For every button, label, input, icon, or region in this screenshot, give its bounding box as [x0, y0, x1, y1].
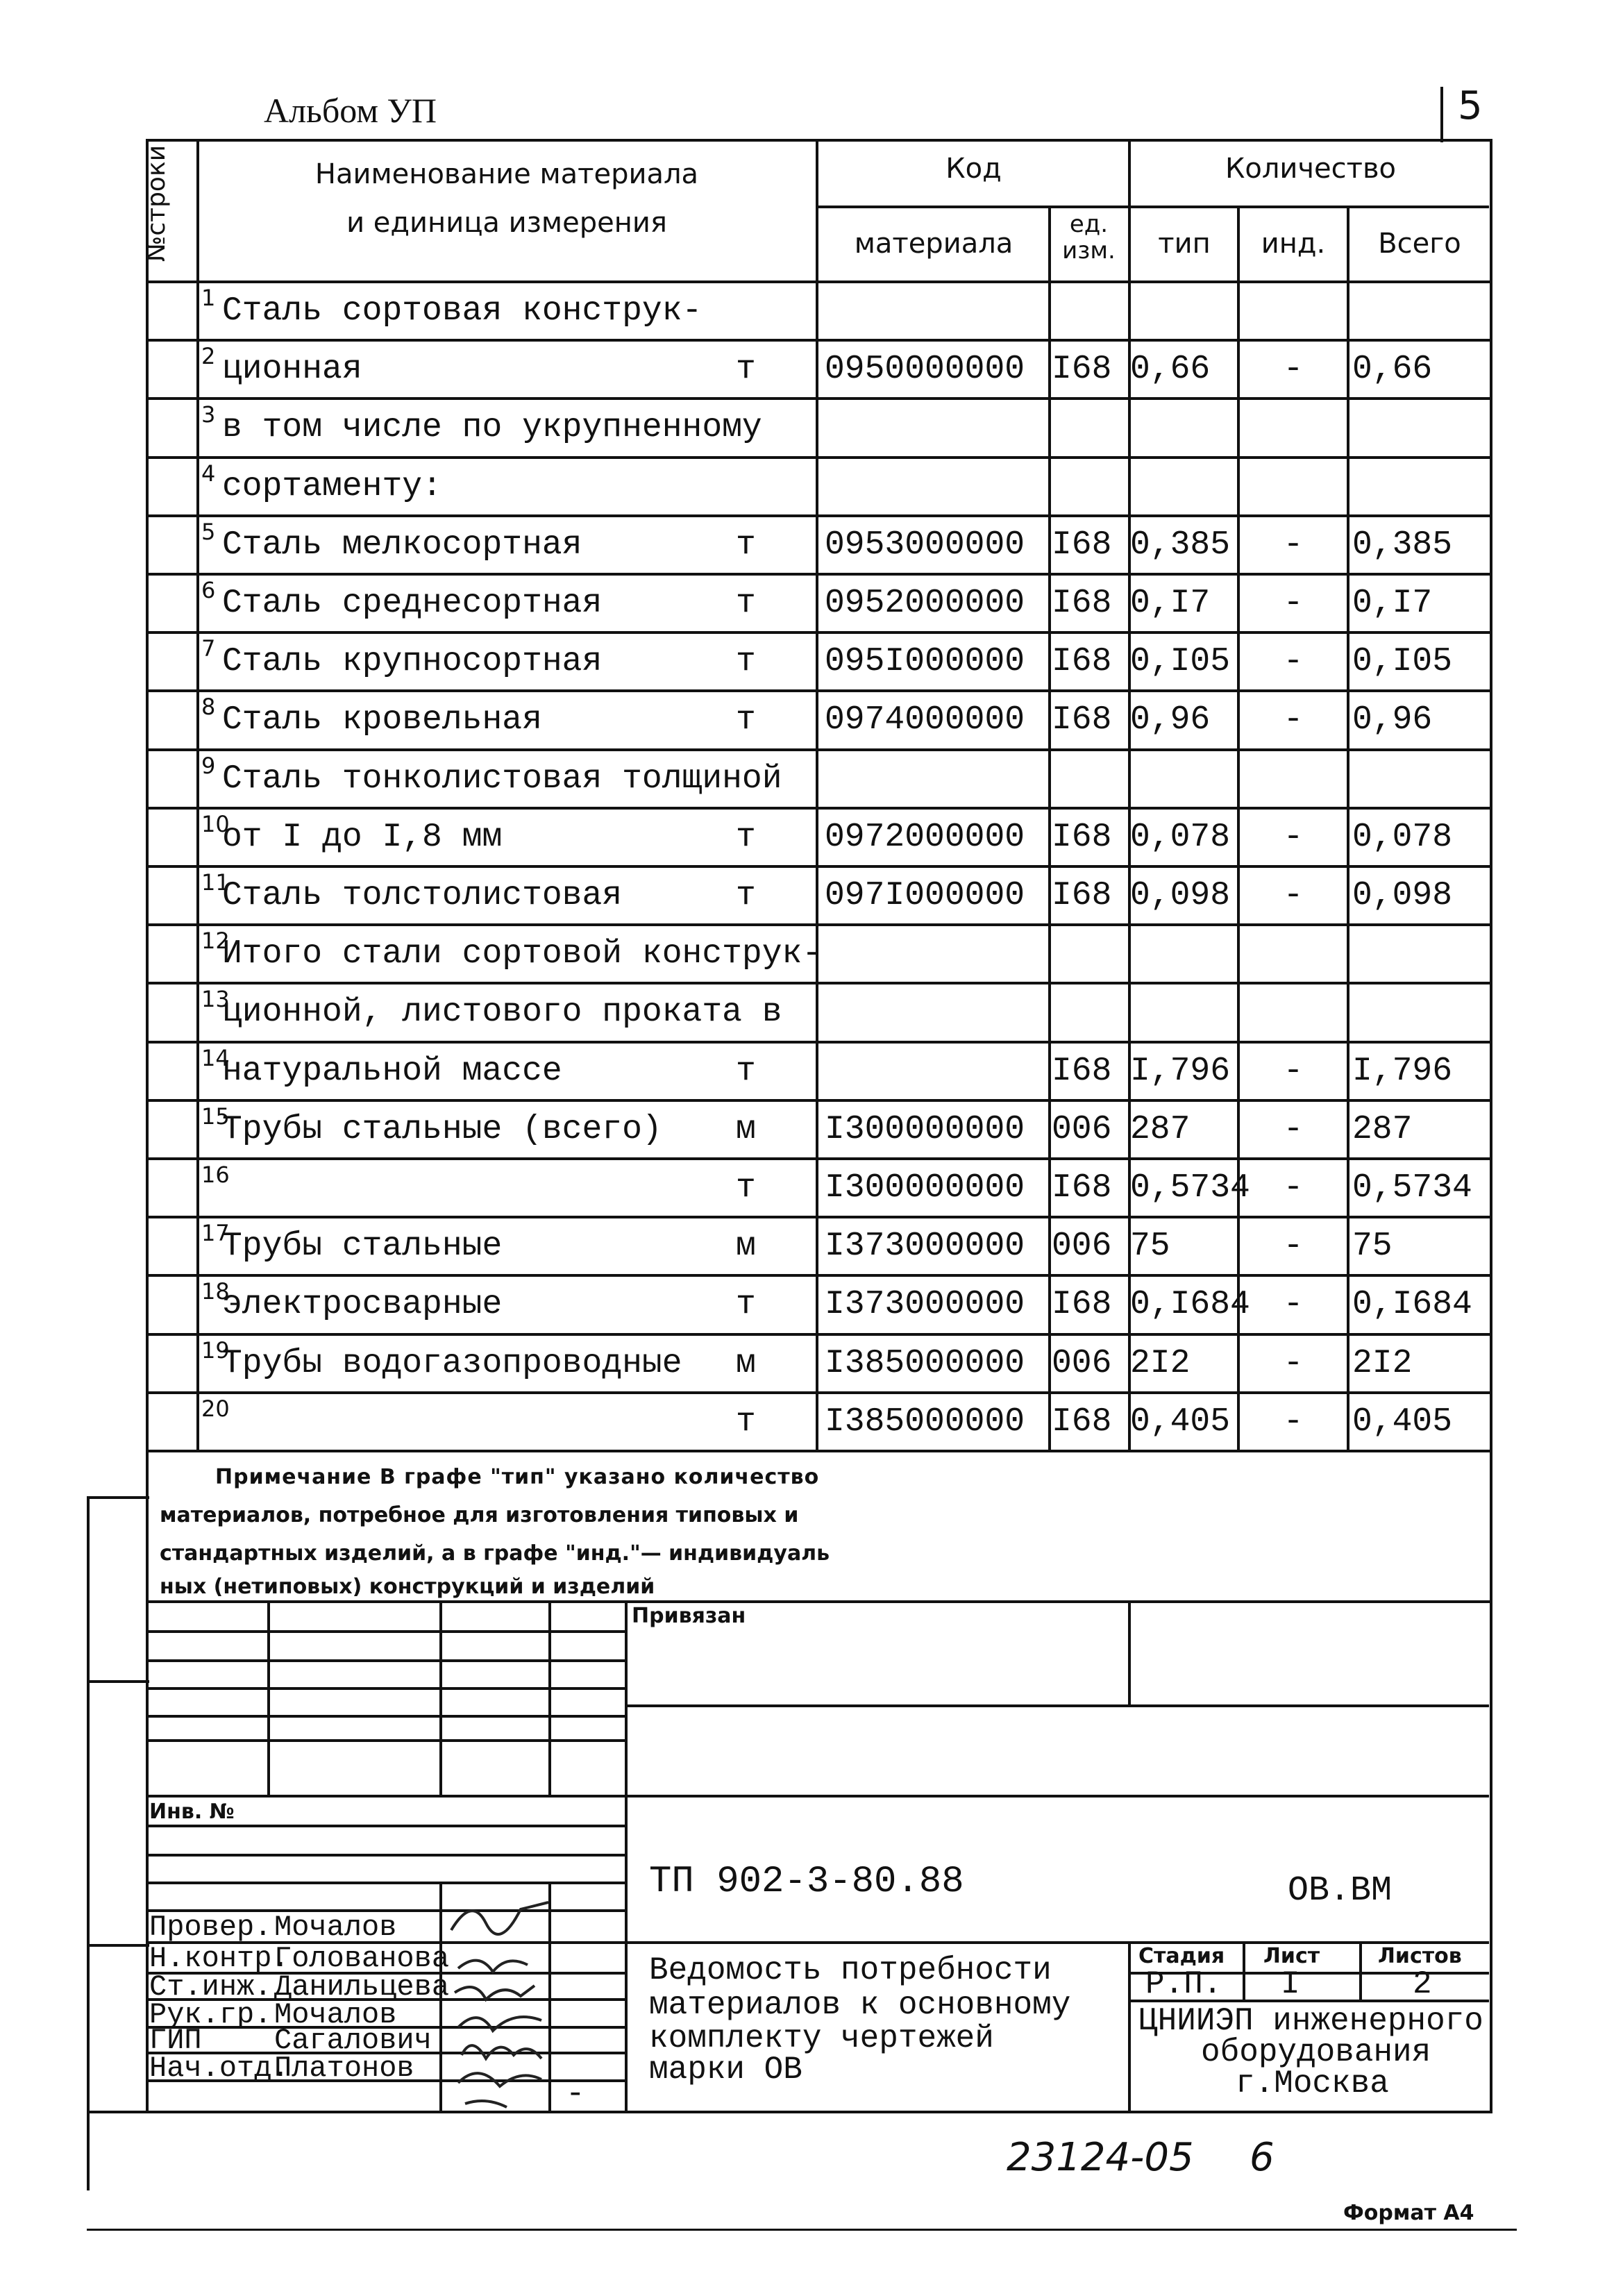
- stage-value: Р.П.: [1145, 1966, 1222, 2002]
- table-cell-name: в том числе по укрупненному: [222, 409, 762, 447]
- table-cell-name: Трубы стальные (всего): [222, 1110, 662, 1148]
- signature-name: Платонов: [274, 2052, 414, 2085]
- table-cell-code: 0974000000: [825, 701, 1025, 739]
- table-cell-typ: 2I2: [1130, 1344, 1191, 1382]
- table-cell-ind: -: [1283, 877, 1304, 914]
- table-cell-total: 0,I05: [1352, 643, 1453, 681]
- table-cell-no: 16: [201, 1162, 230, 1188]
- table-cell-ucode: I68: [1052, 1052, 1112, 1090]
- col-header-row-no: №строки: [142, 144, 171, 262]
- col-header-code-material: материала: [854, 228, 1014, 260]
- page-number: 5: [1458, 83, 1483, 128]
- col-header-quantity: Количество: [1225, 153, 1396, 185]
- col-header-name-line1: Наименование материала: [314, 158, 699, 190]
- table-cell-typ: 0,I05: [1130, 643, 1231, 681]
- signature-name: Данильцева: [274, 1970, 450, 2004]
- table-cell-unit: м: [736, 1227, 756, 1266]
- table-cell-no: 9: [201, 752, 216, 779]
- col-header-name-line2: и единица измерения: [346, 207, 667, 239]
- table-cell-unit: т: [736, 1169, 756, 1207]
- table-cell-code: 095I000000: [825, 643, 1025, 681]
- table-cell-no: 18: [201, 1278, 230, 1305]
- table-cell-code: I385000000: [825, 1344, 1025, 1382]
- table-cell-typ: 0,I7: [1130, 585, 1211, 622]
- doc-title-line3: комплекту чертежей: [649, 2020, 994, 2056]
- table-cell-code: I300000000: [825, 1110, 1025, 1148]
- table-cell-no: 12: [201, 928, 230, 955]
- table-cell-ind: -: [1283, 585, 1304, 622]
- row-divider: [146, 1450, 1492, 1452]
- table-cell-ucode: I68: [1052, 526, 1112, 564]
- signature-role: Н.контр.: [149, 1942, 289, 1975]
- table-cell-typ: I,796: [1130, 1052, 1231, 1090]
- table-cell-no: 7: [201, 635, 216, 662]
- table-cell-ucode: I68: [1052, 701, 1112, 739]
- table-cell-name: Сталь крупносортная: [222, 643, 603, 681]
- table-cell-code: I385000000: [825, 1402, 1025, 1441]
- table-cell-name: Сталь кровельная: [222, 701, 542, 739]
- table-cell-ucode: I68: [1052, 351, 1112, 389]
- col-header-qty-total: Всего: [1378, 228, 1461, 260]
- table-cell-name: Сталь среднесортная: [222, 585, 603, 622]
- table-cell-no: 19: [201, 1336, 230, 1364]
- table-cell-unit: т: [736, 1052, 756, 1090]
- table-cell-no: 2: [201, 343, 216, 370]
- table-cell-no: 13: [201, 986, 230, 1013]
- table-cell-ucode: I68: [1052, 877, 1112, 914]
- col-header-code: Код: [945, 153, 1002, 185]
- sheets-value: 2: [1413, 1966, 1432, 2002]
- table-cell-total: 0,66: [1352, 351, 1433, 389]
- signature-name: Мочалов: [274, 1911, 397, 1944]
- note-line-2: материалов, потребное для изготовления типовых и: [160, 1503, 799, 1527]
- note-line-3: стандартных изделий, а в графе "инд."— индивидуаль: [160, 1541, 830, 1566]
- table-cell-name: ционная: [222, 351, 362, 389]
- org-line1: ЦНИИЭП инженерного: [1138, 2003, 1483, 2039]
- table-cell-ucode: I68: [1052, 1402, 1112, 1441]
- col-header-qty-type: тип: [1158, 228, 1211, 260]
- album-title: Альбом УП: [264, 91, 437, 130]
- table-cell-ind: -: [1283, 818, 1304, 856]
- signature-scribbles: [437, 1888, 562, 2118]
- table-cell-ind: -: [1283, 643, 1304, 681]
- signature-role: Рук.гр.: [149, 1998, 272, 2031]
- handwritten-number: 23124-05: [1007, 2135, 1194, 2180]
- org-line2: оборудования: [1201, 2034, 1431, 2070]
- table-cell-code: I373000000: [825, 1227, 1025, 1266]
- table-cell-no: 14: [201, 1044, 230, 1071]
- signature-name: Сагалович: [274, 2024, 432, 2057]
- table-cell-total: 0,385: [1352, 526, 1453, 564]
- signature-role: Ст.инж.: [149, 1970, 272, 2004]
- table-cell-total: 0,078: [1352, 818, 1453, 856]
- table-cell-total: I,796: [1352, 1052, 1453, 1090]
- sheet-label: Лист: [1263, 1944, 1320, 1968]
- table-cell-no: 15: [201, 1103, 230, 1130]
- table-cell-ind: -: [1283, 1169, 1304, 1207]
- table-cell-ind: -: [1283, 1227, 1304, 1266]
- col-divider-unit: [1048, 206, 1051, 1450]
- table-cell-typ: 0,I684: [1130, 1286, 1250, 1324]
- col-divider-no: [196, 139, 199, 1450]
- table-cell-typ: 0,66: [1130, 351, 1211, 389]
- table-cell-total: 75: [1352, 1227, 1393, 1266]
- table-cell-unit: т: [736, 701, 756, 739]
- table-cell-total: 287: [1352, 1110, 1413, 1148]
- table-cell-ucode: 006: [1052, 1110, 1112, 1148]
- table-cell-total: 0,098: [1352, 877, 1453, 914]
- table-cell-name: натуральной массе: [222, 1052, 562, 1090]
- table-cell-typ: 0,385: [1130, 526, 1231, 564]
- table-cell-typ: 287: [1130, 1110, 1191, 1148]
- table-cell-typ: 0,098: [1130, 877, 1231, 914]
- table-cell-code: 097I000000: [825, 877, 1025, 914]
- table-cell-total: 0,405: [1352, 1402, 1453, 1441]
- format-label: Формат А4: [1343, 2201, 1474, 2225]
- table-cell-unit: т: [736, 877, 756, 914]
- doc-title-line4: марки ОВ: [649, 2052, 802, 2088]
- table-cell-unit: т: [736, 818, 756, 856]
- table-cell-name: Сталь тонколистовая толщиной: [222, 760, 782, 798]
- table-cell-no: 20: [201, 1395, 230, 1422]
- table-cell-no: 4: [201, 460, 216, 487]
- table-cell-total: 0,I684: [1352, 1286, 1472, 1324]
- doc-mark: ОВ.ВМ: [1288, 1871, 1393, 1911]
- table-cell-name: сортаменту:: [222, 467, 442, 505]
- table-cell-ucode: 006: [1052, 1344, 1112, 1382]
- table-cell-code: 0952000000: [825, 585, 1025, 622]
- table-cell-ind: -: [1283, 1402, 1304, 1441]
- table-cell-name: Сталь мелкосортная: [222, 526, 582, 564]
- table-cell-ucode: I68: [1052, 643, 1112, 681]
- table-cell-no: 10: [201, 810, 230, 837]
- table-cell-code: I300000000: [825, 1169, 1025, 1207]
- table-cell-total: 2I2: [1352, 1344, 1413, 1382]
- table-left-border: [146, 139, 149, 1451]
- table-cell-ind: -: [1283, 1344, 1304, 1382]
- handwritten-digit: 6: [1250, 2135, 1275, 2180]
- table-cell-typ: 0,5734: [1130, 1169, 1250, 1207]
- table-cell-typ: 0,96: [1130, 701, 1211, 739]
- table-cell-no: 17: [201, 1220, 230, 1247]
- table-cell-code: 0953000000: [825, 526, 1025, 564]
- table-cell-ind: -: [1283, 1286, 1304, 1324]
- table-cell-ind: -: [1283, 701, 1304, 739]
- table-cell-name: электросварные: [222, 1286, 503, 1324]
- page-number-divider: [1440, 87, 1443, 142]
- table-cell-unit: м: [736, 1344, 756, 1382]
- header-mid-line: [816, 206, 1489, 208]
- table-cell-name: Сталь сортовая конструк-: [222, 292, 703, 330]
- col-header-qty-ind: инд.: [1261, 228, 1326, 260]
- table-cell-name: Сталь толстолистовая: [222, 877, 623, 914]
- col-divider-code: [816, 139, 818, 1450]
- sheets-label: Листов: [1378, 1944, 1462, 1968]
- doc-title-line2: материалов к основному: [649, 1987, 1071, 2023]
- table-cell-name: Трубы стальные: [222, 1227, 503, 1266]
- table-cell-no: 5: [201, 518, 216, 545]
- signature-role: ГИП: [149, 2024, 202, 2057]
- inv-no-label: Инв. №: [149, 1800, 235, 1824]
- bottom-rule: [87, 2229, 1517, 2231]
- table-cell-name: Трубы водогазопроводные: [222, 1344, 682, 1382]
- table-cell-ucode: I68: [1052, 585, 1112, 622]
- table-cell-typ: 0,405: [1130, 1402, 1231, 1441]
- table-cell-unit: м: [736, 1110, 756, 1148]
- signature-name: Мочалов: [274, 1998, 397, 2031]
- table-cell-ucode: 006: [1052, 1227, 1112, 1266]
- table-cell-ucode: I68: [1052, 1286, 1112, 1324]
- table-top-border: [146, 139, 1492, 142]
- table-cell-code: 0950000000: [825, 351, 1025, 389]
- table-cell-code: 0972000000: [825, 818, 1025, 856]
- col-divider-total: [1347, 206, 1349, 1450]
- table-cell-typ: 75: [1130, 1227, 1170, 1266]
- table-right-border: [1490, 139, 1492, 1451]
- table-cell-total: 0,I7: [1352, 585, 1433, 622]
- sheet-value: I: [1281, 1966, 1300, 2002]
- col-header-code-unit: ед. изм.: [1062, 210, 1116, 265]
- table-cell-no: 3: [201, 401, 216, 428]
- privyazan-label: Привязан: [632, 1604, 746, 1628]
- table-cell-unit: т: [736, 351, 756, 389]
- project-code: ТП 902-3-80.88: [649, 1861, 964, 1903]
- table-cell-name: от I до I,8 мм: [222, 818, 503, 856]
- table-cell-name: Итого стали сортовой конструк-: [222, 935, 823, 973]
- table-cell-no: 6: [201, 577, 216, 603]
- table-cell-total: 0,5734: [1352, 1169, 1472, 1207]
- note-line-4: ных (нетиповых) конструкций и изделий: [160, 1575, 655, 1599]
- table-cell-unit: т: [736, 1402, 756, 1441]
- table-cell-ind: -: [1283, 526, 1304, 564]
- table-cell-ind: -: [1283, 1110, 1304, 1148]
- table-cell-ucode: I68: [1052, 1169, 1112, 1207]
- signature-dash: -: [566, 2076, 585, 2112]
- signature-role: Провер.: [149, 1911, 272, 1944]
- table-cell-no: 8: [201, 694, 216, 721]
- signature-name: Голованова: [274, 1942, 450, 1975]
- doc-title-line1: Ведомость потребности: [649, 1952, 1052, 1988]
- table-cell-ind: -: [1283, 351, 1304, 389]
- table-cell-unit: т: [736, 526, 756, 564]
- table-cell-unit: т: [736, 1286, 756, 1324]
- table-cell-unit: т: [736, 643, 756, 681]
- table-cell-ind: -: [1283, 1052, 1304, 1090]
- stage-label: Стадия: [1138, 1944, 1225, 1968]
- table-cell-total: 0,96: [1352, 701, 1433, 739]
- signature-role: Нач.отд.: [149, 2052, 289, 2085]
- note-line-1: Примечание В графе "тип" указано количество: [215, 1465, 820, 1489]
- table-cell-typ: 0,078: [1130, 818, 1231, 856]
- table-cell-unit: т: [736, 585, 756, 622]
- table-cell-name: ционной, листового проката в: [222, 994, 782, 1032]
- table-cell-code: I373000000: [825, 1286, 1025, 1324]
- table-cell-no: 11: [201, 869, 230, 896]
- org-line3: г.Москва: [1236, 2065, 1389, 2102]
- table-cell-ucode: I68: [1052, 818, 1112, 856]
- table-cell-no: 1: [201, 285, 216, 311]
